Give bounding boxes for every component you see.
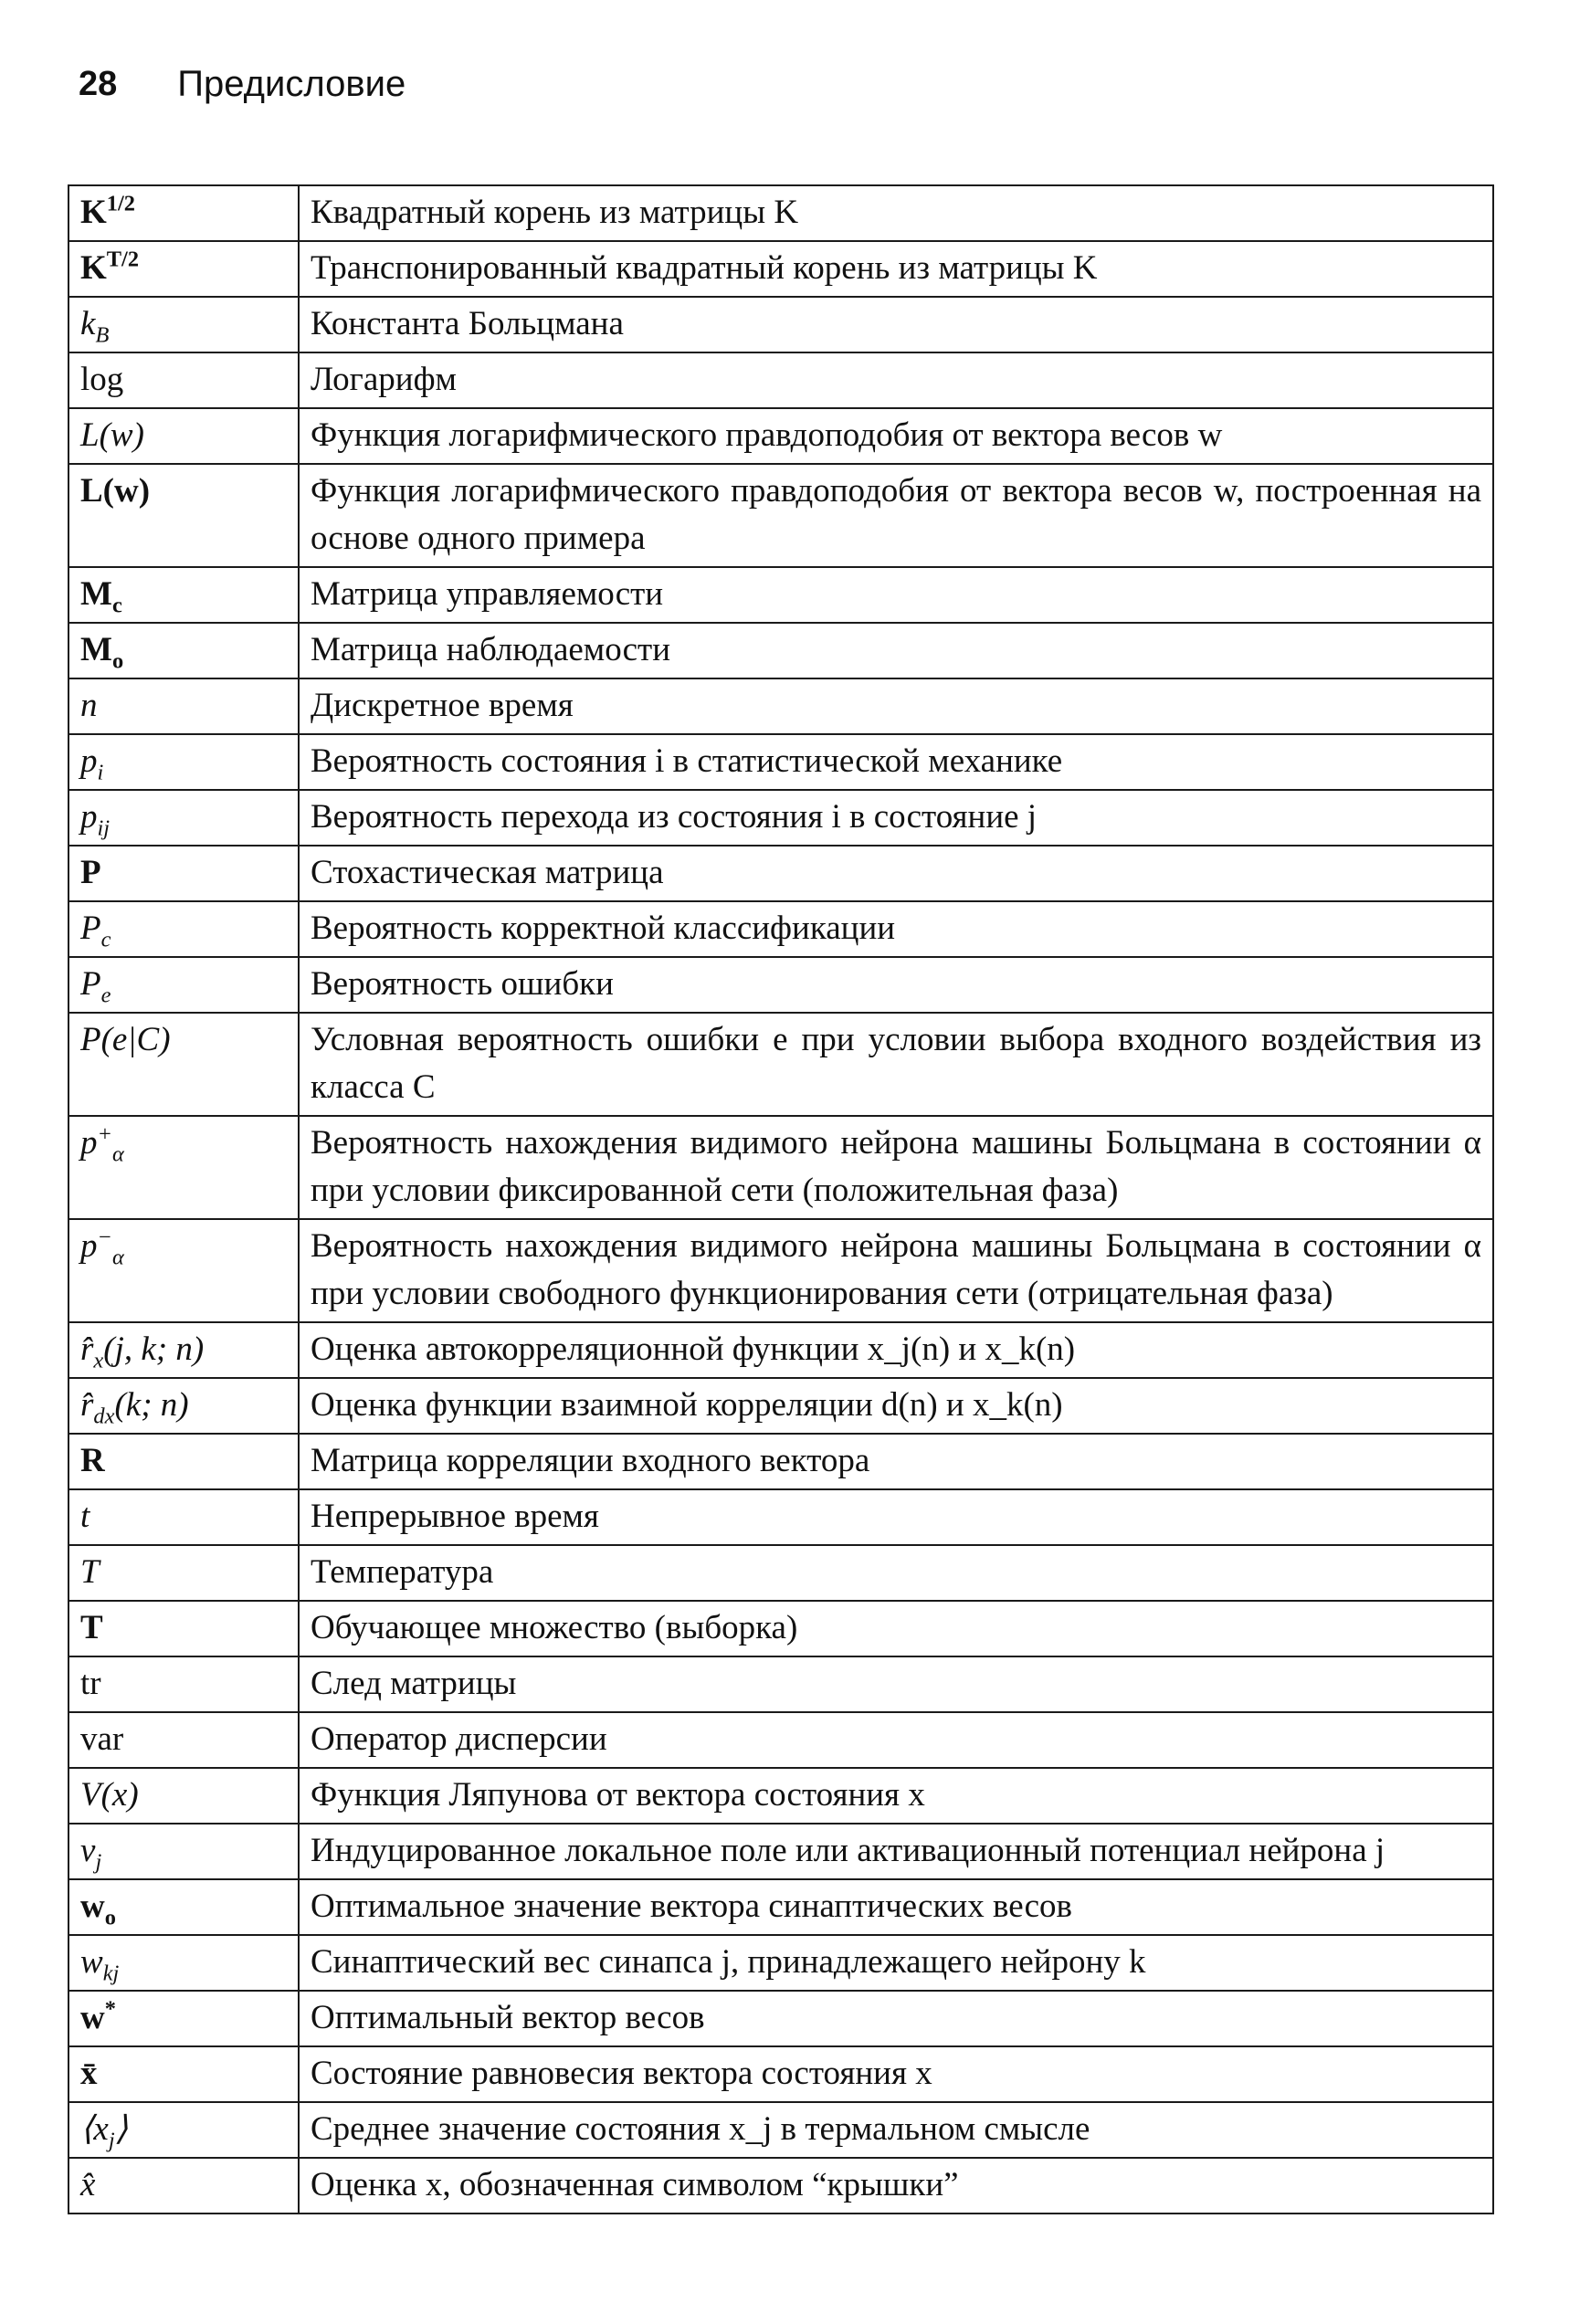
page-header [79, 57, 406, 111]
symbol-cell [68, 241, 299, 297]
table-row [68, 1013, 1493, 1116]
description-cell: Стохастическая матрица [299, 846, 1493, 901]
symbol-cell [68, 2046, 299, 2102]
symbol-subscript: kj [102, 1961, 120, 1986]
symbol-cell [68, 1545, 299, 1601]
page-number: 28 [79, 64, 118, 103]
table-row [68, 352, 1493, 408]
symbol-base: w [80, 1943, 103, 1981]
symbol-base: ⟨x [80, 2110, 109, 2148]
table-row [68, 1824, 1493, 1879]
description-cell: Функция Ляпунова от вектора состояния x [299, 1768, 1493, 1824]
symbol-base: K [80, 249, 107, 287]
description-cell: Оператор дисперсии [299, 1712, 1493, 1768]
symbol-base: M [80, 631, 112, 668]
table-row [68, 297, 1493, 352]
description-cell: Обучающее множество (выборка) [299, 1601, 1493, 1656]
symbol-base: log [80, 361, 124, 398]
symbol-base: P [80, 910, 101, 947]
symbol-subscript: i [97, 760, 104, 785]
description-cell: Вероятность нахождения видимого нейрона машины Больцмана в состоянии α при условии свободного функционирования сети (отрицательная фаза) [299, 1219, 1493, 1322]
description-cell: Вероятность состояния i в статистической механике [299, 734, 1493, 790]
symbol-base: p [80, 1124, 98, 1162]
table-row [68, 1545, 1493, 1601]
description-cell: Матрица управляемости [299, 567, 1493, 623]
table-row [68, 1656, 1493, 1712]
symbol-cell [68, 1434, 299, 1489]
table-row [68, 567, 1493, 623]
symbol-base: n [80, 687, 98, 724]
table-row [68, 734, 1493, 790]
description-cell: След матрицы [299, 1656, 1493, 1712]
description-cell: Вероятность ошибки [299, 957, 1493, 1013]
symbol-subscript: o [111, 648, 124, 674]
symbol-base: P [80, 854, 101, 891]
table-row [68, 2046, 1493, 2102]
symbol-cell [68, 1489, 299, 1545]
symbol-cell [68, 1219, 299, 1322]
symbols-table [68, 184, 1494, 2214]
description-cell: Транспонированный квадратный корень из матрицы K [299, 241, 1493, 297]
description-cell: Оценка x, обозначенная символом “крышки” [299, 2158, 1493, 2214]
symbol-cell [68, 1879, 299, 1935]
description-cell: Индуцированное локальное поле или активационный потенциал нейрона j [299, 1824, 1493, 1879]
description-cell: Матрица корреляции входного вектора [299, 1434, 1493, 1489]
symbol-base: R [80, 1442, 105, 1479]
description-cell: Вероятность перехода из состояния i в состояние j [299, 790, 1493, 846]
symbol-base: x̂ [80, 2166, 96, 2203]
description-cell: Оценка функции взаимной корреляции d(n) и x_k(n) [299, 1378, 1493, 1434]
table-row [68, 1991, 1493, 2046]
description-cell: Вероятность нахождения видимого нейрона машины Больцмана в состоянии α при условии фиксированной сети (положительная фаза) [299, 1116, 1493, 1219]
table-row [68, 1322, 1493, 1378]
table-row [68, 846, 1493, 901]
symbol-cell [68, 1378, 299, 1434]
description-cell: Состояние равновесия вектора состояния x [299, 2046, 1493, 2102]
symbol-superscript: + [97, 1121, 112, 1147]
table-row [68, 678, 1493, 734]
symbol-base: w [80, 1888, 105, 1925]
symbol-cell [68, 901, 299, 957]
table-row [68, 185, 1493, 241]
symbol-base: p [80, 798, 98, 836]
table-row [68, 1601, 1493, 1656]
table-row [68, 623, 1493, 678]
table-row [68, 1434, 1493, 1489]
symbol-cell [68, 408, 299, 464]
table-row [68, 1489, 1493, 1545]
description-cell: Функция логарифмического правдоподобия от вектора весов w, построенная на основе одного примера [299, 464, 1493, 567]
symbol-superscript: * [104, 1996, 116, 2022]
description-cell: Функция логарифмического правдоподобия от вектора весов w [299, 408, 1493, 464]
symbol-cell [68, 1116, 299, 1219]
symbol-cell [68, 1824, 299, 1879]
symbol-cell [68, 1991, 299, 2046]
symbol-cell [68, 1013, 299, 1116]
table-row [68, 241, 1493, 297]
symbol-subscript: α [111, 1141, 124, 1167]
symbol-base: r̂ [80, 1330, 94, 1368]
symbol-base: P(e|C) [80, 1021, 171, 1058]
description-cell: Дискретное время [299, 678, 1493, 734]
symbol-base: K [80, 194, 107, 231]
description-cell: Матрица наблюдаемости [299, 623, 1493, 678]
symbol-subscript: e [100, 983, 111, 1008]
symbol-base: V(x) [80, 1776, 139, 1814]
table-row [68, 957, 1493, 1013]
symbol-cell [68, 297, 299, 352]
symbol-cell [68, 734, 299, 790]
symbol-base: L(w) [80, 416, 144, 454]
symbol-cell [68, 790, 299, 846]
symbol-cell [68, 678, 299, 734]
symbol-base: P [80, 965, 101, 1003]
symbol-cell [68, 1656, 299, 1712]
symbol-base: x̄ [80, 2055, 98, 2092]
description-cell: Логарифм [299, 352, 1493, 408]
symbol-base: var [80, 1720, 124, 1758]
symbol-base: t [80, 1498, 90, 1535]
symbol-suffix: (k; n) [114, 1386, 189, 1424]
symbol-superscript: T/2 [106, 247, 140, 272]
symbol-cell [68, 1712, 299, 1768]
table-row [68, 790, 1493, 846]
symbol-subscript: j [95, 1849, 102, 1875]
symbol-base: T [80, 1609, 103, 1646]
symbol-subscript: ij [97, 815, 111, 841]
symbol-cell [68, 2102, 299, 2158]
symbols-table-body [68, 185, 1493, 2214]
table-row [68, 1768, 1493, 1824]
symbol-base: w [80, 1999, 105, 2036]
symbol-base: tr [80, 1665, 101, 1702]
symbol-subscript: dx [93, 1404, 115, 1429]
symbol-subscript: α [111, 1245, 124, 1270]
description-cell: Оптимальное значение вектора синаптических весов [299, 1879, 1493, 1935]
symbol-base: M [80, 575, 112, 613]
description-cell: Синаптический вес синапса j, принадлежащего нейрону k [299, 1935, 1493, 1991]
symbol-cell [68, 1601, 299, 1656]
description-cell: Константа Больцмана [299, 297, 1493, 352]
symbol-cell [68, 623, 299, 678]
symbol-base: T [80, 1553, 100, 1591]
description-cell: Среднее значение состояния x_j в термальном смысле [299, 2102, 1493, 2158]
table-row [68, 408, 1493, 464]
symbol-superscript: 1/2 [106, 191, 135, 216]
symbol-base: p [80, 1227, 98, 1265]
description-cell: Оптимальный вектор весов [299, 1991, 1493, 2046]
symbol-cell [68, 1935, 299, 1991]
symbol-suffix: ⟩ [114, 2110, 129, 2148]
table-row [68, 1935, 1493, 1991]
symbol-cell [68, 1768, 299, 1824]
symbol-subscript: o [104, 1905, 116, 1930]
symbol-base: p [80, 742, 98, 780]
symbol-subscript: B [95, 322, 110, 348]
description-cell: Температура [299, 1545, 1493, 1601]
table-row [68, 1219, 1493, 1322]
table-row [68, 1712, 1493, 1768]
symbol-cell [68, 185, 299, 241]
symbol-base: v [80, 1832, 96, 1869]
table-row [68, 2102, 1493, 2158]
symbol-superscript: − [97, 1225, 112, 1250]
symbol-cell [68, 352, 299, 408]
symbol-cell [68, 464, 299, 567]
symbol-cell [68, 1322, 299, 1378]
symbol-subscript: c [100, 927, 111, 952]
description-cell: Вероятность корректной классификации [299, 901, 1493, 957]
table-row [68, 1879, 1493, 1935]
symbol-base: k [80, 305, 96, 342]
symbol-base: r̂ [80, 1386, 94, 1424]
description-cell: Квадратный корень из матрицы K [299, 185, 1493, 241]
symbol-subscript: x [93, 1348, 104, 1373]
symbol-cell [68, 567, 299, 623]
symbol-cell [68, 957, 299, 1013]
symbol-suffix: (j, k; n) [103, 1330, 205, 1368]
running-title: Предисловие [177, 63, 406, 104]
description-cell: Оценка автокорреляционной функции x_j(n) и x_k(n) [299, 1322, 1493, 1378]
symbol-cell [68, 2158, 299, 2214]
table-row [68, 1378, 1493, 1434]
table-row [68, 464, 1493, 567]
symbol-base: L(w) [80, 472, 151, 510]
symbol-subscript: j [108, 2128, 115, 2153]
table-row [68, 1116, 1493, 1219]
description-cell: Условная вероятность ошибки e при условии выбора входного воздействия из класса C [299, 1013, 1493, 1116]
symbol-cell [68, 846, 299, 901]
table-row [68, 901, 1493, 957]
description-cell: Непрерывное время [299, 1489, 1493, 1545]
symbol-subscript: c [111, 593, 122, 618]
table-row [68, 2158, 1493, 2214]
